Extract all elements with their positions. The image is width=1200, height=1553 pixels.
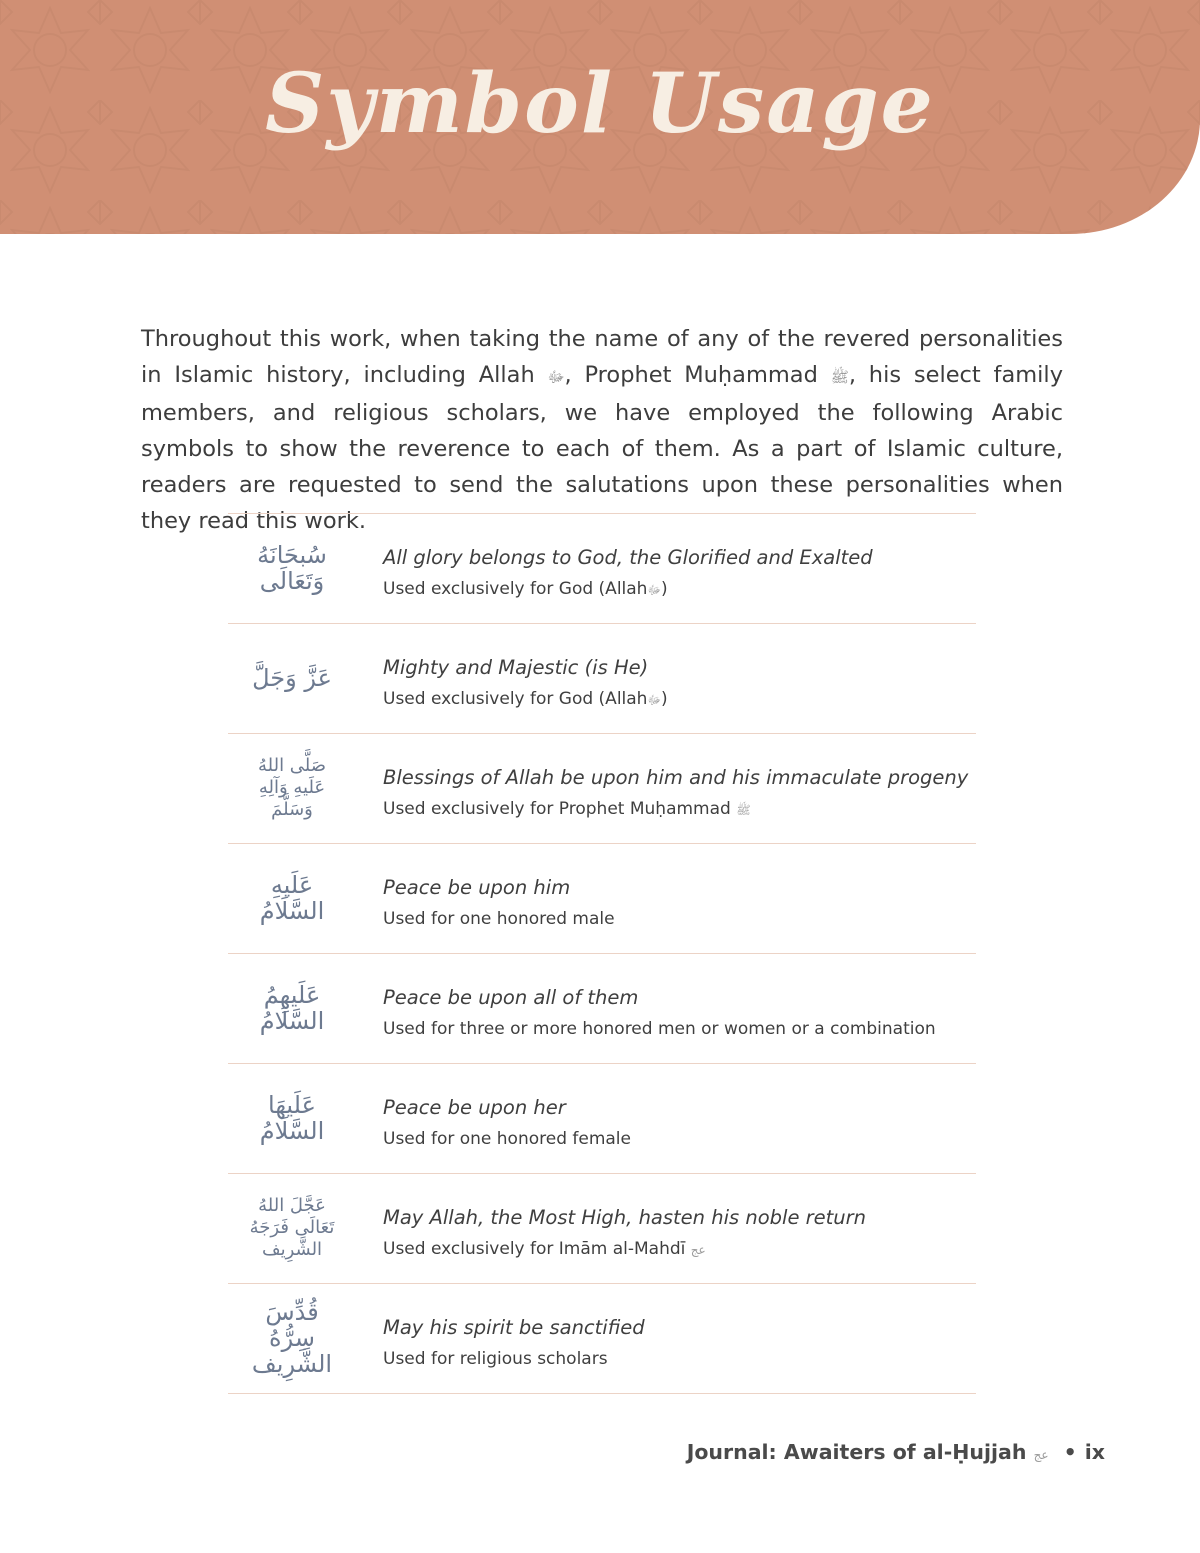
symbol-table: [228, 513, 976, 1394]
usage-text: Used for one honored male: [383, 909, 615, 929]
symbol-usage: [383, 689, 668, 710]
arabic-symbol: عَلَيهِ السَّلَامُ: [259, 871, 325, 925]
symbol-usage: [383, 1349, 608, 1369]
symbol-meaning: Blessings of Allah be upon him and his immaculate progeny: [383, 766, 969, 789]
symbol-row: [228, 1174, 976, 1284]
seal-icon: ﷻ: [647, 693, 662, 707]
seal-icon: ﷻ: [647, 583, 662, 597]
bullet-separator: •: [1063, 1440, 1077, 1464]
arabic-symbol: عَجَّلَ اللهُ تَعَالَى فَرَجَهُ الشَّرِيف: [249, 1195, 335, 1260]
intro-text-3: , his select family members, and religious scholars, we have employed the following Arabic symbols to show the reverence to each of them. As a part of Islamic culture, readers are requested to send the salutations upon these personalities when they read this work.: [141, 361, 1064, 534]
symbol-row: [228, 734, 976, 844]
seal-icon: عج: [690, 1243, 706, 1257]
arabic-symbol: صَلَّى اللهُ عَلَيهِ وَآلِهِ وَسَلَّمَ: [257, 755, 327, 820]
symbol-meaning: Peace be upon all of them: [383, 986, 639, 1009]
intro-text-2: , Prophet Muḥammad: [564, 361, 818, 388]
symbol-usage: [383, 579, 668, 600]
allah-seal-icon: ﷻ: [547, 367, 565, 386]
symbol-meaning: Peace be upon him: [383, 876, 571, 899]
symbol-meaning: All glory belongs to God, the Glorified and Exalted: [383, 546, 873, 569]
symbol-usage: [383, 1129, 631, 1149]
page-number: ix: [1084, 1440, 1105, 1464]
usage-text: Used for one honored female: [383, 1129, 631, 1149]
intro-text-1: Throughout this work, when taking the name of any of the revered personalities in Islamic history, including Allah: [141, 325, 1063, 388]
usage-close: ): [661, 579, 668, 599]
symbol-row: [228, 1284, 976, 1394]
seal-icon: عج: [1033, 1448, 1049, 1462]
intro-paragraph: [141, 321, 1063, 539]
symbol-row: [228, 844, 976, 954]
symbol-usage: [383, 1019, 936, 1039]
symbol-usage: [383, 909, 615, 929]
page-title: Symbol Usage: [265, 56, 935, 152]
arabic-symbol: عَزَّ وَجَلَّ: [252, 664, 332, 692]
usage-text: Used for religious scholars: [383, 1349, 608, 1369]
symbol-row: [228, 954, 976, 1064]
symbol-usage: [383, 1239, 706, 1259]
symbol-row: [228, 1064, 976, 1174]
symbol-row: [228, 624, 976, 734]
arabic-symbol: عَلَيهَا السَّلَامُ: [259, 1091, 325, 1145]
page-footer: [687, 1440, 1105, 1464]
usage-text: Used exclusively for Prophet Muḥammad: [383, 799, 731, 819]
usage-close: ): [661, 689, 668, 709]
prophet-seal-icon: ﷺ: [830, 367, 849, 386]
symbol-meaning: Mighty and Majestic (is He): [383, 656, 649, 679]
symbol-meaning: Peace be upon her: [383, 1096, 566, 1119]
symbol-meaning: May his spirit be sanctified: [383, 1316, 645, 1339]
usage-text: Used exclusively for God (Allah: [383, 689, 648, 709]
arabic-symbol: سُبحَانَهُ وَتَعَالَى: [257, 541, 327, 595]
seal-icon: ﷺ: [736, 803, 751, 817]
symbol-meaning: May Allah, the Most High, hasten his noble return: [383, 1206, 867, 1229]
arabic-symbol: عَلَيهِمُ السَّلَامُ: [259, 981, 325, 1035]
symbol-usage: [383, 799, 751, 820]
arabic-symbol: قُدِّسَ سِرُّهُ الشَّرِيف: [251, 1298, 333, 1378]
symbol-row: [228, 514, 976, 624]
journal-title: Journal: Awaiters of al-Ḥujjah: [686, 1440, 1027, 1464]
header-banner: [0, 0, 1200, 234]
usage-text: Used exclusively for God (Allah: [383, 579, 648, 599]
usage-text: Used for three or more honored men or women or a combination: [383, 1019, 936, 1039]
usage-text: Used exclusively for Imām al-Mahdī: [383, 1239, 686, 1259]
